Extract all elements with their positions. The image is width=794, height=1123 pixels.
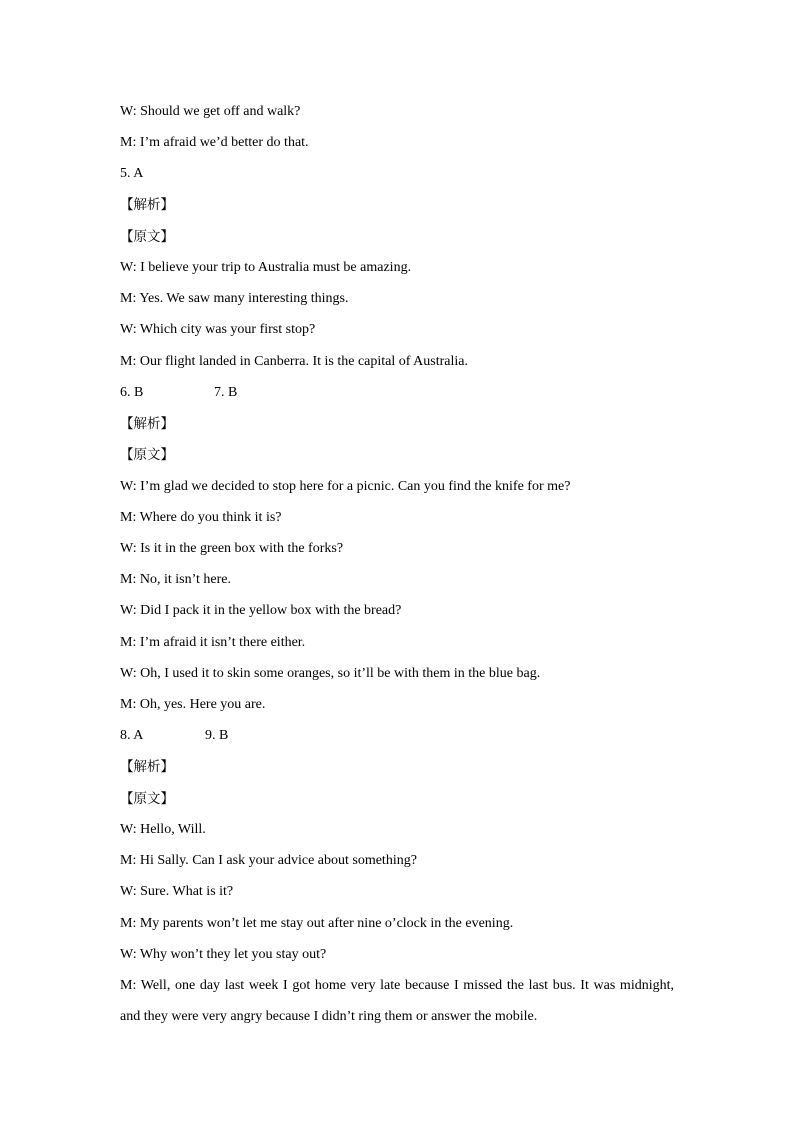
answer-key-line: 5. A [120,166,144,181]
transcript-heading: 【原文】 [120,447,174,463]
dialogue-line: M: Where do you think it is? [120,510,282,525]
transcript-heading: 【原文】 [120,791,174,807]
dialogue-line: W: Is it in the green box with the forks? [120,541,344,556]
dialogue-line: M: Our flight landed in Canberra. It is the capital of Australia. [120,354,468,369]
dialogue-line: W: Which city was your first stop? [120,322,316,337]
transcript-heading: 【原文】 [120,229,174,245]
dialogue-line-continuation: and they were very angry because I didn’t ring them or answer the mobile. [120,1009,538,1024]
dialogue-line: M: Oh, yes. Here you are. [120,697,266,712]
dialogue-line: W: I’m glad we decided to stop here for a picnic. Can you find the knife for me? [120,479,571,494]
dialogue-line: M: No, it isn’t here. [120,572,231,587]
answer-6: 6. B [120,385,144,400]
dialogue-line: W: Oh, I used it to skin some oranges, so it’ll be with them in the blue bag. [120,666,541,681]
dialogue-line: W: Did I pack it in the yellow box with the bread? [120,603,402,618]
dialogue-line: W: Sure. What is it? [120,884,234,899]
analysis-heading: 【解析】 [120,197,174,213]
analysis-heading: 【解析】 [120,416,174,432]
dialogue-line: M: Yes. We saw many interesting things. [120,291,349,306]
answer-key-line [120,384,237,402]
dialogue-line: M: My parents won’t let me stay out after nine o’clock in the evening. [120,916,514,931]
dialogue-line: M: I’m afraid we’d better do that. [120,135,309,150]
answer-7: 7. B [214,385,238,400]
dialogue-line: M: I’m afraid it isn’t there either. [120,635,306,650]
answer-key-line [120,727,228,745]
dialogue-line: W: Hello, Will. [120,822,206,837]
dialogue-line: M: Well, one day last week I got home very late because I missed the last bus. It was midnight, [120,978,674,993]
dialogue-line: W: I believe your trip to Australia must be amazing. [120,260,412,275]
dialogue-line: M: Hi Sally. Can I ask your advice about something? [120,853,417,868]
dialogue-line: W: Should we get off and walk? [120,104,301,119]
analysis-heading: 【解析】 [120,759,174,775]
dialogue-line: W: Why won’t they let you stay out? [120,947,327,962]
answer-9: 9. B [205,728,229,743]
answer-8: 8. A [120,728,144,743]
